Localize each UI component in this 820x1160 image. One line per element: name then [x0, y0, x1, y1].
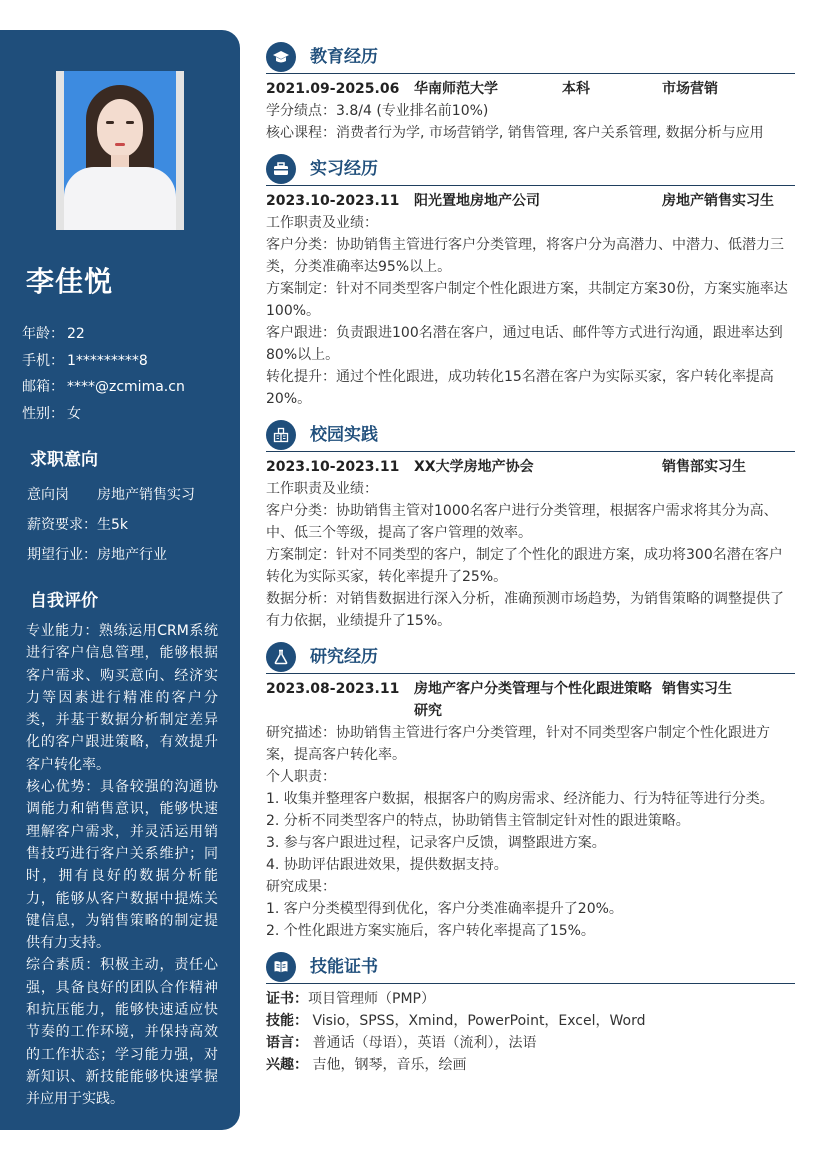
section-skills — [266, 950, 795, 1076]
intent-value: 房地产行业 — [97, 547, 167, 563]
intent-industry — [27, 540, 195, 570]
info-email — [22, 374, 185, 401]
skill-value: Visio，SPSS，Xmind，PowerPoint，Excel，Word — [308, 1013, 646, 1029]
section-title: 实习经历 — [310, 158, 378, 179]
intent-label: 期望行业： — [27, 547, 97, 563]
main-content — [266, 40, 795, 1076]
research-line: 2. 个性化跟进方案实施后，客户转化率提高了15%。 — [266, 923, 595, 939]
research-role: 销售实习生 — [662, 681, 732, 697]
intern-line: 客户跟进：负责跟进100名潜在客户，通过电话、邮件等方式进行沟通，跟进率达到80%以上。 — [266, 325, 783, 363]
edu-courses: 核心课程：消费者行为学, 市场营销学, 销售管理, 客户关系管理, 数据分析与应用 — [266, 125, 764, 141]
campus-line: 方案制定：针对不同类型的客户，制定了个性化的跟进方案，成功将300名潜在客户转化为实际买家，转化率提升了25%。 — [266, 547, 783, 585]
info-label: 年龄： — [22, 326, 64, 342]
flask-icon — [266, 642, 296, 672]
intent-heading: 求职意向 — [30, 450, 98, 470]
skill-value: 普通话（母语），英语（流利），法语 — [308, 1035, 537, 1051]
open-book-icon — [266, 952, 296, 982]
intern-company: 阳光置地房地产公司 — [414, 193, 540, 209]
school-building-icon — [266, 420, 296, 450]
self-evaluation — [26, 620, 218, 1111]
campus-line: 数据分析：对销售数据进行深入分析，准确预测市场趋势，为销售策略的调整提供了有力依据，业绩提升了15%。 — [266, 591, 784, 629]
research-line: 3. 参与客户跟进过程，记录客户反馈，调整跟进方案。 — [266, 835, 606, 851]
self-eval-paragraph: 综合素质：积极主动，责任心强，具备良好的团队合作精神和抗压能力，能够快速适应快节奏的工作环境，并保持高效的工作状态；学习能力强，对新知识、新技能能够快速掌握并应用于实践。 — [26, 957, 218, 1108]
intern-line: 工作职责及业绩： — [266, 215, 378, 231]
intern-period: 2023.10-2023.11 — [266, 193, 400, 209]
intern-line: 转化提升：通过个性化跟进，成功转化15名潜在客户为实际买家，客户转化率提高20%。 — [266, 369, 774, 407]
info-label: 手机： — [22, 352, 64, 369]
info-phone — [22, 348, 185, 375]
info-value: 22 — [67, 326, 85, 342]
campus-role: 销售部实习生 — [662, 459, 746, 475]
intern-line: 客户分类：协助销售主管进行客户分类管理，将客户分为高潜力、中潜力、低潜力三类，分类准确率达95%以上。 — [266, 237, 784, 275]
research-line: 研究成果： — [266, 879, 336, 895]
section-title: 研究经历 — [310, 646, 378, 667]
edu-degree: 本科 — [562, 81, 590, 97]
section-title: 教育经历 — [310, 46, 378, 67]
skill-value: 吉他，钢琴，音乐，绘画 — [308, 1057, 467, 1073]
intent-label: 意向岗 — [27, 487, 69, 503]
intent-salary — [27, 510, 195, 540]
skill-hobbies — [266, 1054, 795, 1076]
skill-label: 证书： — [266, 991, 308, 1007]
campus-line: 工作职责及业绩： — [266, 481, 378, 497]
research-line: 1. 客户分类模型得到优化，客户分类准确率提升了20%。 — [266, 901, 623, 917]
section-campus — [266, 418, 795, 632]
info-gender — [22, 401, 185, 428]
skill-value: 项目管理师（PMP） — [308, 991, 435, 1007]
research-period: 2023.08-2023.11 — [266, 681, 400, 697]
section-title: 技能证书 — [310, 956, 378, 977]
intent-label: 薪资要求： — [27, 517, 97, 533]
campus-line: 客户分类：协助销售主管对1000名客户进行分类管理，根据客户需求将其分为高、中、低三个等级，提高了客户管理的效率。 — [266, 503, 778, 541]
skill-label: 语言： — [266, 1035, 308, 1051]
research-project: 房地产客户分类管理与个性化跟进策略研究 — [414, 681, 652, 719]
job-intent — [27, 480, 195, 570]
profile-photo — [56, 71, 184, 230]
intent-value: 房地产销售实习 — [97, 487, 195, 503]
info-label: 邮箱： — [22, 379, 64, 395]
self-eval-heading: 自我评价 — [30, 591, 98, 611]
intent-value: 生5k — [97, 517, 129, 533]
info-value: 1*********8 — [67, 352, 148, 369]
campus-org: XX大学房地产协会 — [414, 459, 534, 475]
candidate-name: 李佳悦 — [26, 265, 114, 298]
skill-label: 技能： — [266, 1013, 308, 1029]
research-line: 个人职责： — [266, 769, 336, 785]
sidebar — [0, 30, 240, 1130]
section-internship — [266, 152, 795, 410]
info-value: 女 — [67, 405, 81, 422]
skill-tools — [266, 1010, 795, 1032]
self-eval-paragraph: 核心优势：具备较强的沟通协调能力和销售意识，能够快速理解客户需求，并灵活运用销售技巧进行客户关系维护；同时，拥有良好的数据分析能力，能够从客户数据中提炼关键信息，为销售策略的制定提供有力支持。 — [26, 779, 218, 952]
research-line: 1. 收集并整理客户数据，根据客户的购房需求、经济能力、行为特征等进行分类。 — [266, 791, 774, 807]
intent-position — [27, 480, 195, 510]
research-line: 2. 分析不同类型客户的特点，协助销售主管制定针对性的跟进策略。 — [266, 813, 690, 829]
intern-role: 房地产销售实习生 — [662, 193, 774, 209]
intern-line: 方案制定：针对不同类型客户制定个性化跟进方案，共制定方案30份，方案实施率达100%。 — [266, 281, 788, 319]
briefcase-icon — [266, 154, 296, 184]
skill-certificate — [266, 988, 795, 1010]
personal-info — [22, 321, 185, 427]
section-title: 校园实践 — [310, 424, 378, 445]
research-line: 4. 协助评估跟进效果，提供数据支持。 — [266, 857, 508, 873]
edu-period: 2021.09-2025.06 — [266, 81, 400, 97]
edu-gpa: 学分绩点：3.8/4 (专业排名前10%) — [266, 103, 489, 119]
info-label: 性别： — [22, 405, 64, 422]
skill-label: 兴趣： — [266, 1057, 308, 1073]
info-value: ****@zcmima.cn — [67, 379, 185, 395]
section-education — [266, 40, 795, 144]
graduation-cap-icon — [266, 42, 296, 72]
edu-school: 华南师范大学 — [414, 81, 498, 97]
campus-period: 2023.10-2023.11 — [266, 459, 400, 475]
research-line: 研究描述：协助销售主管进行客户分类管理，针对不同类型客户制定个性化跟进方案，提高客户转化率。 — [266, 725, 770, 763]
skill-languages — [266, 1032, 795, 1054]
self-eval-paragraph: 专业能力：熟练运用CRM系统进行客户信息管理，能够根据客户需求、购买意向、经济实力等因素进行精准的客户分类，并基于数据分析制定差异化的客户跟进策略，有效提升客户转化率。 — [26, 623, 218, 773]
info-age — [22, 321, 185, 348]
edu-major: 市场营销 — [662, 81, 718, 97]
section-research — [266, 640, 795, 942]
